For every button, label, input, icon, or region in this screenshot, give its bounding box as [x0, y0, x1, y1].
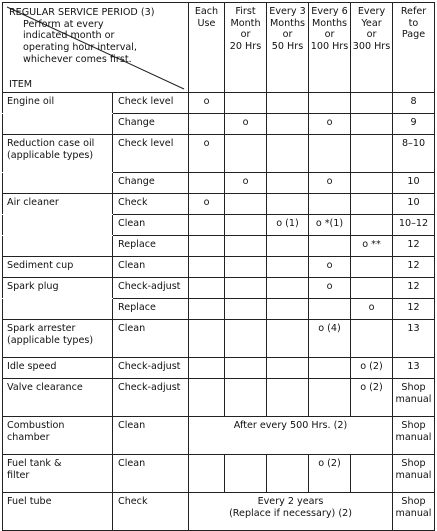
table-row [3, 299, 435, 320]
interval-mark-every-6-months: o (4) [309, 320, 351, 358]
interval-mark-first-month [225, 379, 267, 417]
column-header-every-3-months [267, 3, 309, 93]
interval-mark-every-3-months [267, 358, 309, 379]
item-cell [3, 299, 113, 320]
interval-mark-every-year: o (2) [351, 358, 393, 379]
table-row [3, 215, 435, 236]
column-header-line: Months [269, 17, 306, 29]
action-cell: Change [113, 173, 189, 194]
interval-mark-every-6-months: o [309, 278, 351, 299]
item-cell [3, 93, 113, 114]
interval-mark-every-year [351, 278, 393, 299]
item-name-line: Fuel tank & [7, 458, 62, 469]
interval-mark-every-year [351, 173, 393, 194]
interval-mark-every-3-months [267, 114, 309, 135]
column-header-every-year [351, 3, 393, 93]
column-header-line: Refer [400, 6, 427, 17]
action-cell: Change [113, 114, 189, 135]
interval-mark-first-month [225, 455, 267, 493]
interval-mark-first-month: o [225, 114, 267, 135]
column-header-line: Year [361, 17, 382, 29]
item-cell [3, 417, 113, 455]
page-ref-cell [393, 358, 435, 379]
column-header-first-month [225, 3, 267, 93]
page-ref-line: 9 [410, 117, 417, 128]
item-cell [3, 257, 113, 278]
interval-mark-every-6-months [309, 93, 351, 114]
page-ref-cell [393, 215, 435, 236]
page-ref-line: Shop [401, 382, 426, 393]
item-name-line: filter [7, 469, 30, 481]
item-name-line: Engine oil [7, 96, 55, 107]
column-header-line: 20 Hrs [229, 40, 262, 52]
page-ref-line: 10–12 [398, 218, 429, 229]
page-ref-line: 13 [407, 323, 420, 334]
item-cell [3, 278, 113, 299]
interval-mark-first-month: o [225, 173, 267, 194]
action-cell: Check level [113, 135, 189, 173]
action-cell: Check-adjust [113, 358, 189, 379]
interval-mark-each-use: o [189, 93, 225, 114]
column-header-line: Each [194, 6, 219, 17]
interval-mark-every-year [351, 455, 393, 493]
item-cell [3, 215, 113, 236]
column-header-line: Months [311, 17, 348, 29]
item-name-line: Air cleaner [7, 197, 59, 208]
period-line: operating hour interval, [23, 42, 137, 54]
page-ref-line: 8 [410, 96, 417, 107]
interval-mark-every-year [351, 93, 393, 114]
column-header-line: Use [197, 17, 216, 29]
interval-mark-each-use [189, 173, 225, 194]
interval-mark-every-3-months [267, 257, 309, 278]
item-column-label: ITEM [9, 78, 33, 90]
item-name-line: Combustion [7, 420, 65, 431]
period-line: Perform at every [23, 18, 104, 30]
interval-mark-each-use [189, 114, 225, 135]
interval-mark-first-month [225, 93, 267, 114]
page-ref-cell [393, 236, 435, 257]
page-ref-cell [393, 320, 435, 358]
table-row [3, 93, 435, 114]
item-cell [3, 455, 113, 493]
item-cell [3, 320, 113, 358]
action-cell: Replace [113, 299, 189, 320]
table-row [3, 114, 435, 135]
interval-note-line: Every 2 years [257, 496, 324, 507]
interval-mark-every-3-months [267, 93, 309, 114]
page-ref-cell [393, 173, 435, 194]
interval-mark-every-year: o [351, 299, 393, 320]
interval-mark-each-use: o [189, 194, 225, 215]
table-row [3, 455, 435, 493]
item-cell [3, 135, 113, 173]
interval-mark-every-6-months: o [309, 257, 351, 278]
interval-mark-each-use [189, 257, 225, 278]
table-row [3, 320, 435, 358]
interval-note-cell [189, 493, 393, 531]
action-cell: Clean [113, 257, 189, 278]
interval-mark-every-6-months [309, 194, 351, 215]
interval-note-line: After every 500 Hrs. (2) [233, 420, 348, 431]
table-row [3, 236, 435, 257]
item-name-line: Idle speed [7, 361, 57, 372]
item-name-line: Sediment cup [7, 260, 74, 271]
column-header-line: or [282, 29, 293, 40]
interval-mark-every-year [351, 320, 393, 358]
period-description [9, 7, 169, 66]
interval-mark-every-3-months [267, 173, 309, 194]
action-cell: Check level [113, 93, 189, 114]
item-name-line: Fuel tube [7, 496, 52, 507]
table-row [3, 135, 435, 173]
page-ref-line: 12 [407, 260, 420, 271]
column-header-line: 50 Hrs [271, 40, 304, 52]
interval-mark-each-use [189, 236, 225, 257]
page-ref-cell [393, 93, 435, 114]
column-header-line: Every 6 [311, 6, 348, 17]
interval-mark-every-3-months [267, 135, 309, 173]
page-ref-line: manual [395, 431, 432, 443]
page-ref-line: manual [395, 393, 432, 405]
interval-mark-every-6-months: o [309, 173, 351, 194]
interval-note-line: (Replace if necessary) (2) [229, 507, 352, 519]
action-cell: Check [113, 493, 189, 531]
action-cell: Replace [113, 236, 189, 257]
maintenance-schedule-table [2, 2, 435, 531]
interval-mark-every-3-months [267, 278, 309, 299]
column-header-line: Every [357, 6, 386, 17]
interval-mark-first-month [225, 257, 267, 278]
period-title: REGULAR SERVICE PERIOD (3) [9, 7, 155, 18]
action-cell: Check [113, 194, 189, 215]
column-header-line: First [235, 6, 256, 17]
interval-mark-first-month [225, 278, 267, 299]
interval-mark-every-6-months: o (2) [309, 455, 351, 493]
column-header-line: to [408, 17, 419, 29]
column-header-line: or [324, 29, 335, 40]
page-ref-line: 12 [407, 239, 420, 250]
page-ref-line: 12 [407, 281, 420, 292]
table-row [3, 417, 435, 455]
page-ref-cell [393, 114, 435, 135]
page-ref-cell [393, 417, 435, 455]
item-name-line: chamber [7, 431, 50, 443]
table-row [3, 278, 435, 299]
table-row [3, 173, 435, 194]
action-cell: Clean [113, 215, 189, 236]
interval-mark-every-3-months [267, 194, 309, 215]
interval-mark-first-month [225, 299, 267, 320]
interval-mark-every-year [351, 135, 393, 173]
interval-mark-first-month [225, 236, 267, 257]
interval-mark-every-6-months [309, 358, 351, 379]
interval-mark-every-3-months: o (1) [267, 215, 309, 236]
column-header-refer-to-page [393, 3, 435, 93]
page-ref-line: 8–10 [401, 138, 426, 149]
header-row [3, 3, 435, 93]
page-ref-line: Shop [401, 420, 426, 431]
table-row [3, 493, 435, 531]
interval-mark-every-6-months [309, 379, 351, 417]
column-header-line: Every 3 [269, 6, 306, 17]
service-period-header [3, 3, 189, 93]
column-header-line: 300 Hrs [352, 40, 391, 52]
interval-mark-every-year: o ** [351, 236, 393, 257]
action-cell: Check-adjust [113, 379, 189, 417]
page-ref-line: 12 [407, 302, 420, 313]
action-cell: Clean [113, 417, 189, 455]
page-ref-cell [393, 257, 435, 278]
page-ref-line: 10 [407, 197, 420, 208]
interval-mark-every-3-months [267, 236, 309, 257]
interval-mark-first-month [225, 215, 267, 236]
interval-mark-every-3-months [267, 299, 309, 320]
column-header-line: Month [230, 17, 261, 29]
interval-mark-first-month [225, 358, 267, 379]
interval-mark-each-use: o [189, 135, 225, 173]
interval-mark-first-month [225, 135, 267, 173]
page-ref-line: 10 [407, 176, 420, 187]
interval-mark-every-year [351, 194, 393, 215]
interval-mark-every-3-months [267, 455, 309, 493]
table-row [3, 358, 435, 379]
item-name-line: Spark arrester [7, 323, 76, 334]
interval-mark-every-year: o (2) [351, 379, 393, 417]
table-row [3, 257, 435, 278]
page-ref-line: manual [395, 507, 432, 519]
interval-mark-every-6-months [309, 236, 351, 257]
interval-mark-each-use [189, 278, 225, 299]
item-cell [3, 379, 113, 417]
column-header-line: or [366, 29, 377, 40]
page-ref-cell [393, 455, 435, 493]
interval-mark-every-6-months: o [309, 114, 351, 135]
column-header-line: or [240, 29, 251, 40]
action-cell: Clean [113, 455, 189, 493]
interval-mark-every-6-months [309, 135, 351, 173]
item-cell [3, 173, 113, 194]
column-header-line: 100 Hrs [310, 40, 349, 52]
interval-mark-each-use [189, 455, 225, 493]
item-cell [3, 493, 113, 531]
period-line: indicated month or [23, 30, 115, 42]
column-header-line: Page [401, 29, 426, 40]
item-cell [3, 358, 113, 379]
page-ref-cell [393, 493, 435, 531]
item-name-line: Spark plug [7, 281, 59, 292]
item-cell [3, 236, 113, 257]
interval-mark-every-year [351, 114, 393, 135]
interval-mark-first-month [225, 194, 267, 215]
page-ref-line: Shop [401, 458, 426, 469]
item-name-line: Reduction case oil [7, 138, 95, 149]
column-header-each-use [189, 3, 225, 93]
page-ref-cell [393, 278, 435, 299]
interval-mark-each-use [189, 358, 225, 379]
interval-mark-every-year [351, 257, 393, 278]
interval-mark-each-use [189, 379, 225, 417]
page-ref-cell [393, 194, 435, 215]
item-cell [3, 194, 113, 215]
period-line: whichever comes first. [23, 53, 132, 65]
item-cell [3, 114, 113, 135]
interval-mark-every-6-months [309, 299, 351, 320]
page-ref-cell [393, 135, 435, 173]
interval-mark-each-use [189, 299, 225, 320]
interval-mark-first-month [225, 320, 267, 358]
page-ref-cell [393, 379, 435, 417]
interval-mark-every-3-months [267, 320, 309, 358]
table-row [3, 379, 435, 417]
interval-mark-every-6-months: o *(1) [309, 215, 351, 236]
page-ref-line: 13 [407, 361, 420, 372]
interval-mark-every-3-months [267, 379, 309, 417]
item-name-line: (applicable types) [7, 334, 94, 346]
item-name-line: (applicable types) [7, 149, 94, 161]
item-name-line: Valve clearance [7, 382, 83, 393]
action-cell: Check-adjust [113, 278, 189, 299]
interval-mark-each-use [189, 320, 225, 358]
interval-note-cell [189, 417, 393, 455]
page-ref-cell [393, 299, 435, 320]
action-cell: Clean [113, 320, 189, 358]
column-header-every-6-months [309, 3, 351, 93]
page-ref-line: Shop [401, 496, 426, 507]
page-ref-line: manual [395, 469, 432, 481]
interval-mark-every-year [351, 215, 393, 236]
interval-mark-each-use [189, 215, 225, 236]
table-row [3, 194, 435, 215]
